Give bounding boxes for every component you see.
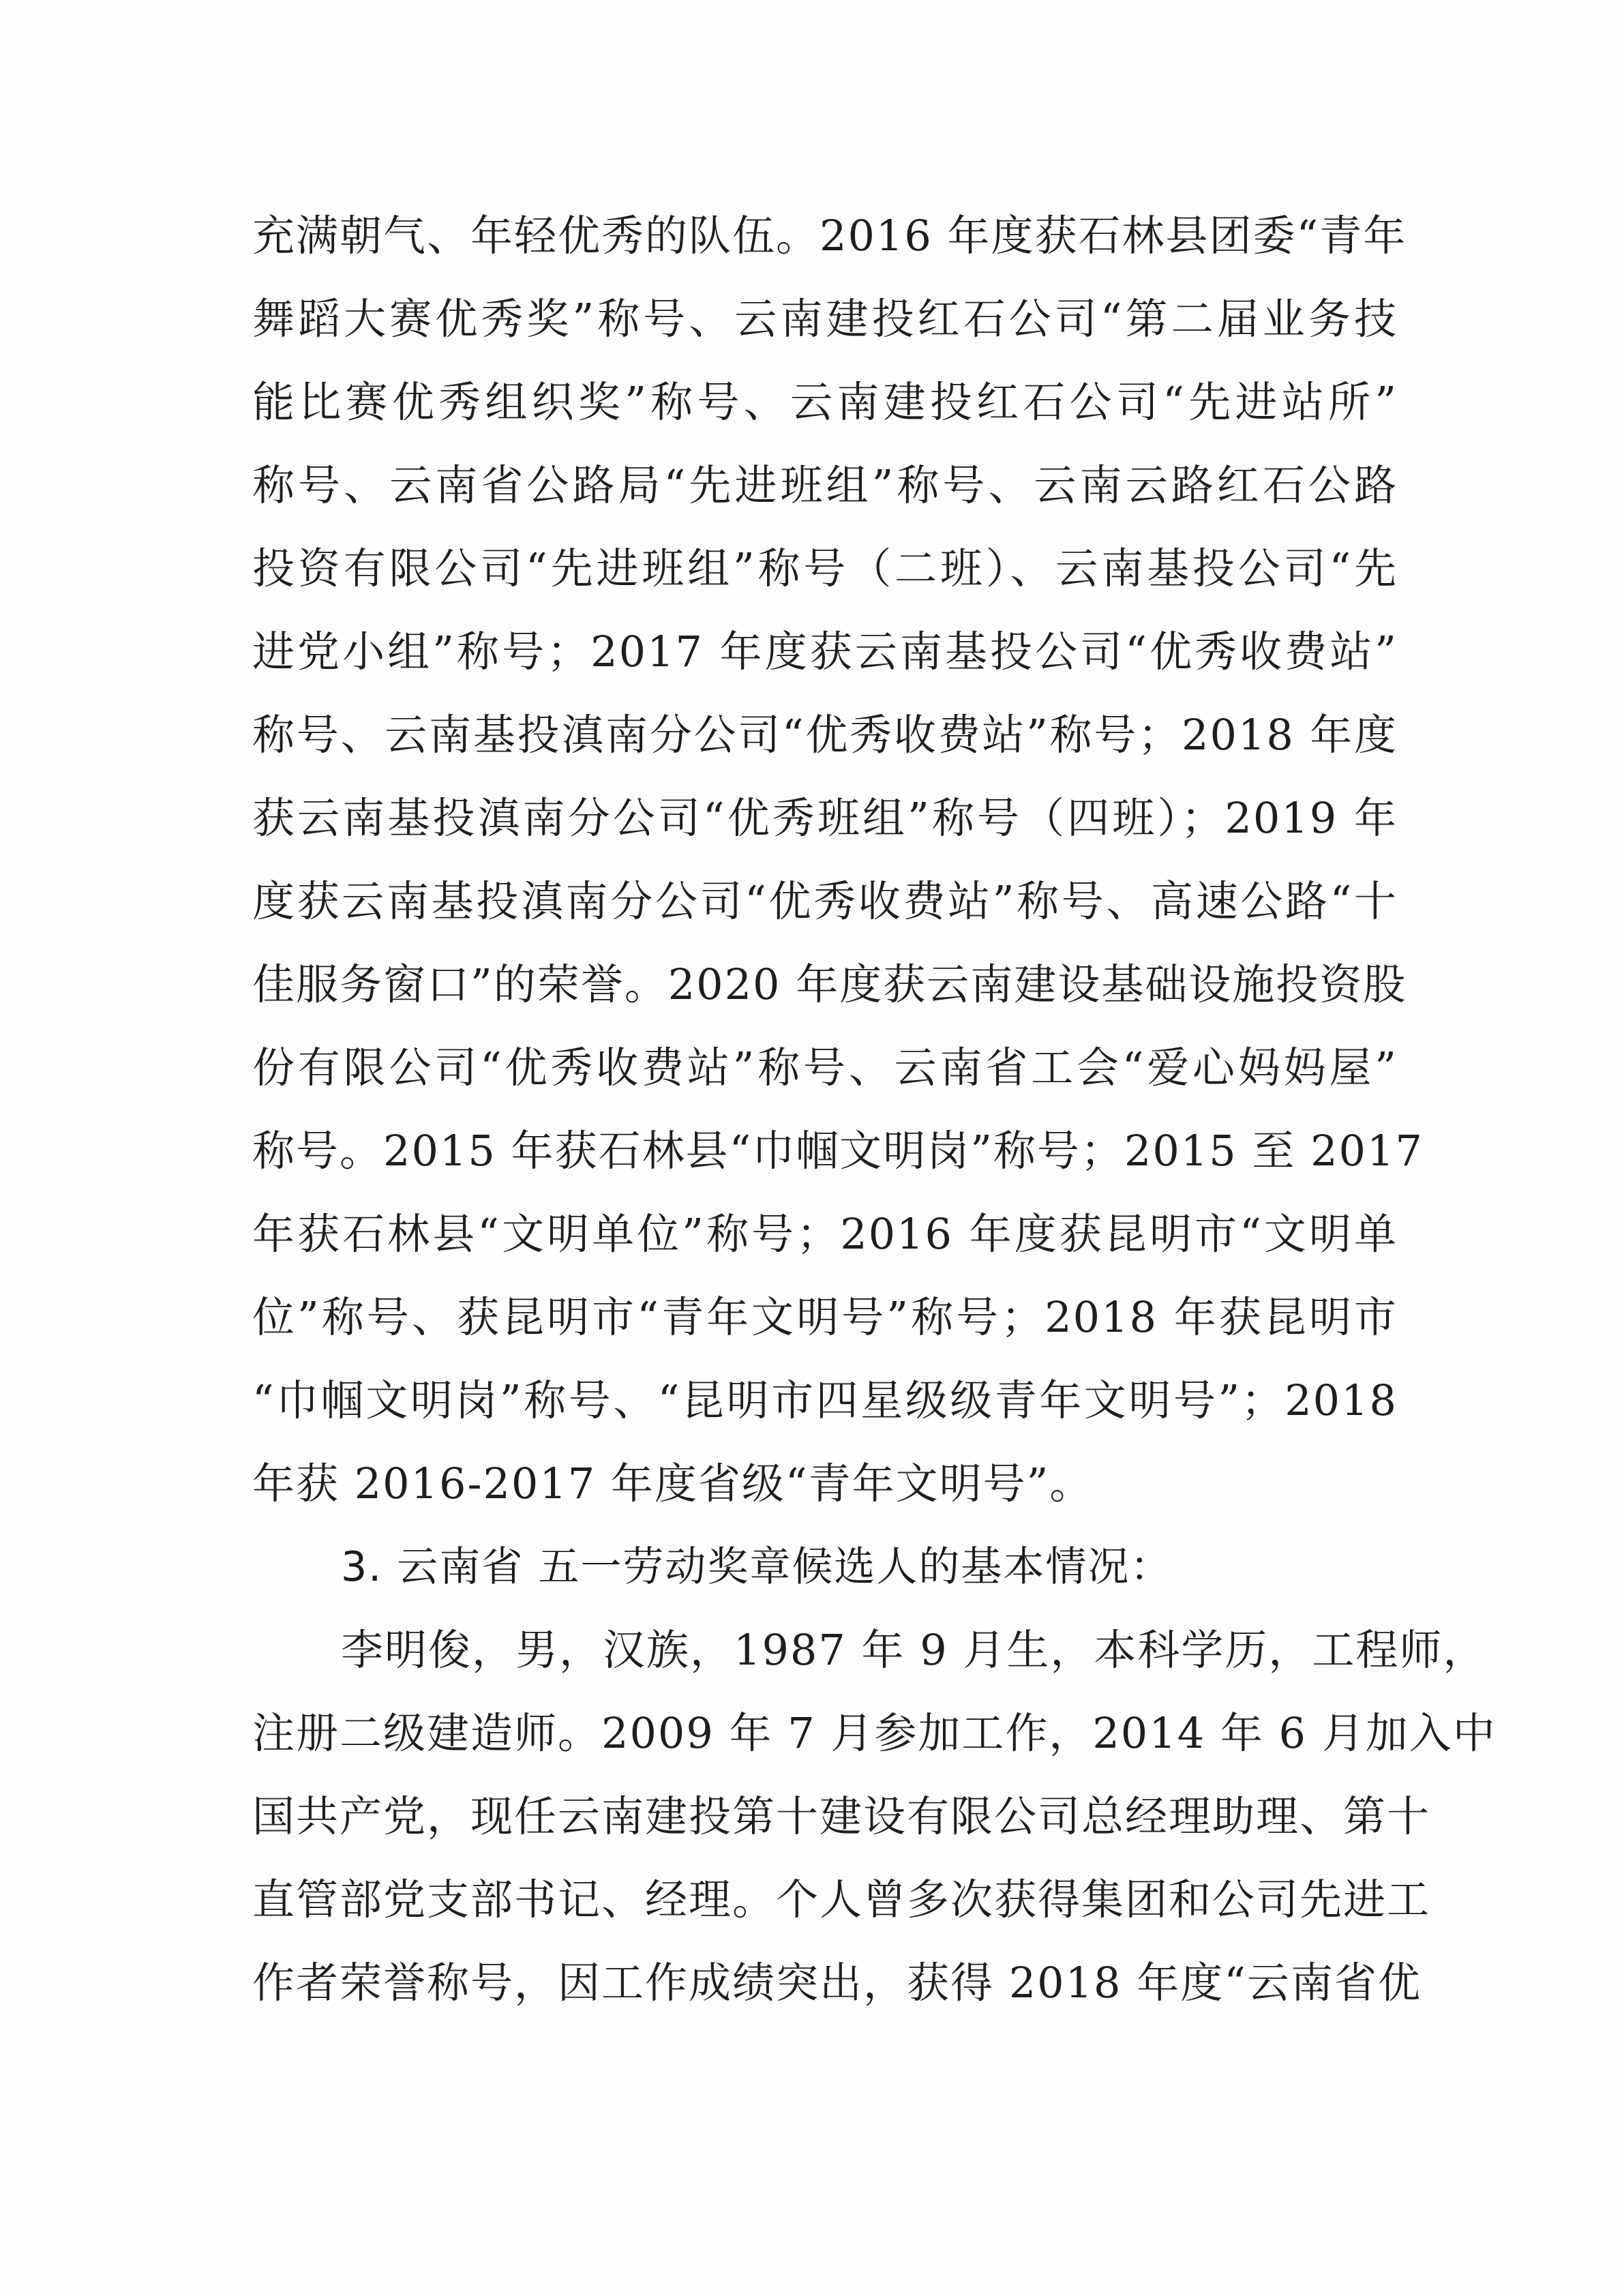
paragraph-line: 度获云南基投滇南分公司“优秀收费站”称号、高速公路“十 [252, 876, 1398, 926]
paragraph-line: 称号、云南基投滇南分公司“优秀收费站”称号；2018 年度 [252, 710, 1398, 760]
paragraph-line: 进党小组”称号；2017 年度获云南基投公司“优秀收费站” [252, 627, 1398, 676]
paragraph-line: 称号。2015 年获石林县“巾帼文明岗”称号；2015 至 2017 [252, 1126, 1424, 1176]
paragraph-line: 作者荣誉称号，因工作成绩突出，获得 2018 年度“云南省优 [252, 1958, 1422, 2008]
paragraph-line: 获云南基投滇南分公司“优秀班组”称号（四班）；2019 年 [252, 793, 1398, 843]
paragraph-line: “巾帼文明岗”称号、“昆明市四星级级青年文明号”；2018 [252, 1375, 1398, 1425]
paragraph-line: 能比赛优秀组织奖”称号、云南建投红石公司“先进站所” [252, 377, 1398, 427]
section-heading: 3. 云南省 五一劳动奖章候选人的基本情况： [341, 1543, 1173, 1591]
paragraph-line: 年获 2016-2017 年度省级“青年文明号”。 [252, 1459, 1094, 1508]
paragraph-line: 称号、云南省公路局“先进班组”称号、云南云路红石公路 [252, 460, 1398, 510]
paragraph-line: 国共产党，现任云南建投第十建设有限公司总经理助理、第十 [252, 1791, 1431, 1841]
paragraph-line: 份有限公司“优秀收费站”称号、云南省工会“爱心妈妈屋” [252, 1043, 1398, 1092]
paragraph-line: 直管部党支部书记、经理。个人曾多次获得集团和公司先进工 [252, 1875, 1431, 1924]
paragraph-line: 李明俊，男，汉族，1987 年 9 月生，本科学历，工程师， [341, 1625, 1487, 1675]
paragraph-line: 投资有限公司“先进班组”称号（二班）、云南基投公司“先 [252, 543, 1398, 593]
paragraph-line: 位”称号、获昆明市“青年文明号”称号；2018 年获昆明市 [252, 1292, 1398, 1342]
paragraph-line: 年获石林县“文明单位”称号；2016 年度获昆明市“文明单 [252, 1209, 1398, 1259]
paragraph-line: 舞蹈大赛优秀奖”称号、云南建投红石公司“第二届业务技 [252, 294, 1398, 344]
paragraph-line: 注册二级建造师。2009 年 7 月参加工作，2014 年 6 月加入中 [252, 1708, 1497, 1758]
paragraph-line: 佳服务窗口”的荣誉。2020 年度获云南建设基础设施投资股 [252, 959, 1407, 1009]
paragraph-line: 充满朝气、年轻优秀的队伍。2016 年度获石林县团委“青年 [252, 211, 1407, 260]
